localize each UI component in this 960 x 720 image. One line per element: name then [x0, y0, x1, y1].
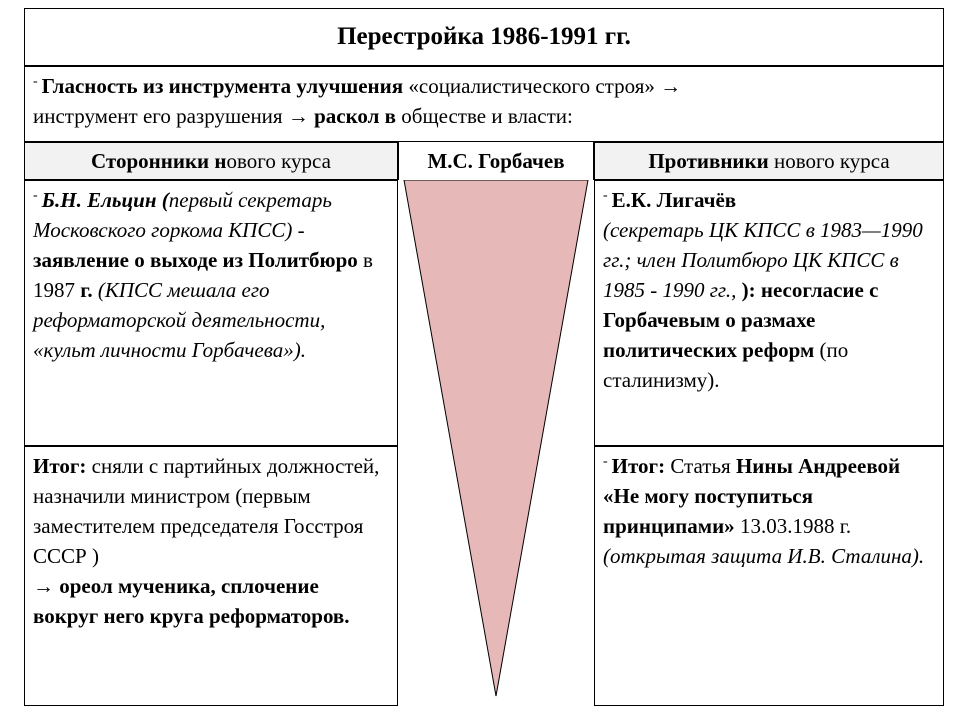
- yeltsin-cell: [24, 180, 398, 446]
- yeltsin-result-cell: [24, 446, 398, 706]
- andreeva-date: 13.03.1988 г.: [734, 514, 852, 538]
- ligachev-act: несогласие с Горбачевым о размахе политических реформ: [603, 278, 879, 362]
- page-title: Перестройка 1986-1991 гг.: [24, 8, 944, 66]
- ligachev-close: ):: [741, 278, 756, 302]
- wedge-triangle: [404, 180, 588, 696]
- supporters-header: [24, 142, 398, 180]
- gorbachev-wedge: [398, 180, 594, 700]
- opponents-header-bold: Противники: [648, 148, 769, 173]
- ligachev-role: (секретарь ЦК КПСС в 1983—1990 гг.; член Политбюро ЦК КПСС в 1985 - 1990 гг.,: [603, 218, 923, 302]
- yeltsin-result-text: сняли с партийных должностей, назначили министром (первым заместителем председателя Госстроя СССР ): [33, 454, 380, 568]
- arrow-icon: →: [287, 104, 309, 128]
- glasnost-lead: Гласность из инструмента улучшения: [41, 74, 404, 98]
- glasnost-row: [24, 66, 944, 142]
- glasnost-quote: «социалистического строя»: [403, 74, 661, 98]
- ligachev-name: Е.К. Лигачёв: [611, 188, 737, 212]
- andreeva-defense: (открытая защита И.В. Сталина).: [603, 544, 925, 568]
- arrow-icon: →: [33, 574, 54, 598]
- glasnost-end: обществе и власти:: [396, 104, 573, 128]
- yeltsin-role: первый секретарь Московского горкома КПСС) -: [33, 188, 332, 242]
- yeltsin-in: в 1987: [33, 248, 373, 302]
- opponents-header-rest: нового курса: [768, 148, 890, 173]
- bullet-dash: -: [603, 188, 608, 203]
- andreeva-cell: [594, 446, 944, 706]
- opponents-header: [594, 142, 944, 180]
- yeltsin-name: Б.Н. Ельцин (: [41, 188, 169, 212]
- ligachev-cell: [594, 180, 944, 446]
- bullet-dash: -: [33, 188, 38, 203]
- arrow-icon: →: [660, 74, 682, 98]
- glasnost-tool: инструмент его разрушения: [33, 104, 288, 128]
- bullet-dash: -: [33, 74, 38, 89]
- yeltsin-reason: (КПСС мешала его реформаторской деятельности, «культ личности Горбачева»).: [33, 278, 326, 362]
- bullet-dash: -: [603, 454, 608, 469]
- supporters-header-bold: Сторонники н: [91, 148, 227, 173]
- yeltsin-year: г.: [80, 278, 93, 302]
- andreeva-article: Нины Андреевой «Не могу поступиться принципами»: [603, 454, 901, 538]
- yeltsin-act: заявление о выходе из Политбюро: [33, 248, 358, 272]
- gorbachev-header: М.С. Горбачев: [398, 142, 594, 180]
- yeltsin-result-outcome: ореол мученика, сплочение вокруг него круга реформаторов.: [33, 574, 350, 628]
- supporters-header-rest: ового курса: [226, 148, 331, 173]
- glasnost-split: раскол в: [308, 104, 397, 128]
- andreeva-t1: Статья: [665, 454, 736, 478]
- result-label: Итог:: [33, 454, 87, 478]
- ligachev-note: (по сталинизму).: [603, 338, 849, 392]
- result-label: Итог:: [611, 454, 666, 478]
